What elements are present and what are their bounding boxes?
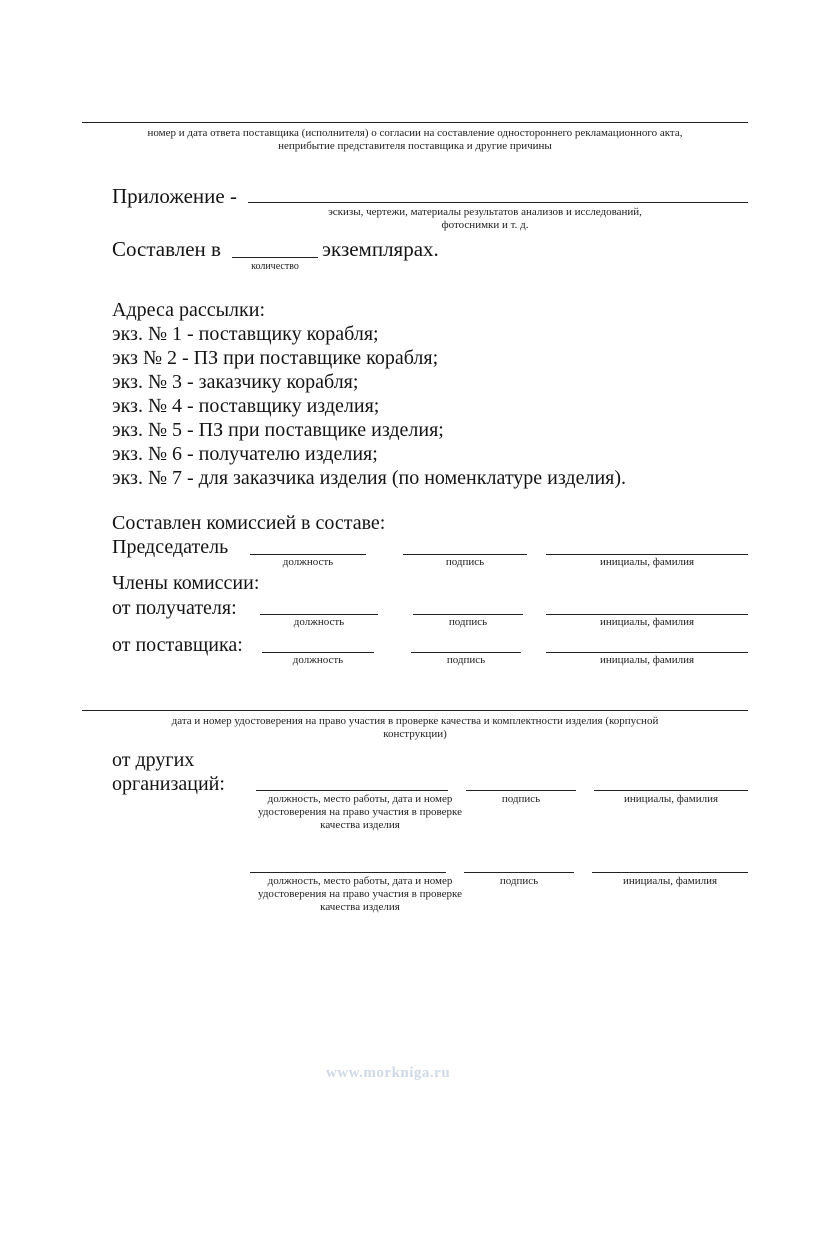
- chairman-name-line[interactable]: [546, 554, 748, 555]
- certificate-caption: дата и номер удостоверения на право участия в проверке качества и комплектности изделия (корпусной конструкции): [171, 715, 659, 740]
- recipient-position-caption: должность: [293, 616, 345, 628]
- supplier-label: от поставщика:: [112, 634, 243, 656]
- list-item: экз. № 4 - поставщику изделия;: [112, 395, 380, 417]
- chairman-position-line[interactable]: [250, 554, 366, 555]
- other-signature-line-1[interactable]: [466, 790, 576, 791]
- other-name-caption-2: инициалы, фамилия: [622, 875, 718, 887]
- distribution-title: Адреса рассылки:: [112, 299, 266, 321]
- other-signature-line-2[interactable]: [464, 872, 574, 873]
- list-item: экз. № 1 - поставщику корабля;: [112, 323, 379, 345]
- list-item: экз. № 7 - для заказчика изделия (по номенклатуре изделия).: [112, 467, 627, 489]
- other-position-caption-1: должность, место работы, дата и номер удостоверения на право участия в проверке качества изделия: [258, 793, 462, 831]
- other-signature-caption-2: подпись: [499, 875, 539, 887]
- members-label: Члены комиссии:: [112, 572, 260, 594]
- appendix-line[interactable]: [248, 202, 748, 203]
- other-name-line-2[interactable]: [592, 872, 748, 873]
- supplier-signature-caption: подпись: [446, 654, 486, 666]
- list-item: экз. № 5 - ПЗ при поставщике изделия;: [112, 419, 444, 441]
- copies-count-caption: количество: [251, 261, 299, 272]
- chairman-signature-caption: подпись: [445, 556, 485, 568]
- chairman-label: Председатель: [112, 536, 229, 558]
- recipient-name-line[interactable]: [546, 614, 748, 615]
- commission-title: Составлен комиссией в составе:: [112, 512, 386, 534]
- list-item: экз. № 3 - заказчику корабля;: [112, 371, 359, 393]
- appendix-label: Приложение -: [112, 184, 237, 208]
- certificate-line[interactable]: [82, 710, 748, 711]
- recipient-name-caption: инициалы, фамилия: [599, 616, 695, 628]
- watermark: www.morkniga.ru: [326, 1065, 451, 1081]
- copies-suffix: экземплярах.: [322, 237, 439, 261]
- appendix-caption: эскизы, чертежи, материалы результатов анализов и исследований, фотоснимки и т. д.: [328, 206, 642, 231]
- other-position-line-2[interactable]: [250, 872, 446, 873]
- list-item: экз. № 6 - получателю изделия;: [112, 443, 378, 465]
- supplier-position-caption: должность: [292, 654, 344, 666]
- supplier-name-caption: инициалы, фамилия: [599, 654, 695, 666]
- recipient-label: от получателя:: [112, 597, 237, 619]
- chairman-name-caption: инициалы, фамилия: [599, 556, 695, 568]
- chairman-position-caption: должность: [282, 556, 334, 568]
- other-name-caption-1: инициалы, фамилия: [623, 793, 719, 805]
- supplier-signature-line[interactable]: [411, 652, 521, 653]
- copies-prefix: Составлен в: [112, 237, 221, 261]
- other-position-line-1[interactable]: [256, 790, 448, 791]
- other-orgs-label-1: от других: [112, 749, 195, 771]
- supplier-name-line[interactable]: [546, 652, 748, 653]
- supplier-position-line[interactable]: [262, 652, 374, 653]
- recipient-position-line[interactable]: [260, 614, 378, 615]
- other-position-caption-2: должность, место работы, дата и номер удостоверения на право участия в проверке качества изделия: [258, 875, 462, 913]
- top-answer-line[interactable]: [82, 122, 748, 123]
- distribution-list: [112, 322, 626, 490]
- other-signature-caption-1: подпись: [501, 793, 541, 805]
- other-orgs-label-2: организаций:: [112, 773, 225, 795]
- recipient-signature-caption: подпись: [448, 616, 488, 628]
- list-item: экз № 2 - ПЗ при поставщике корабля;: [112, 347, 439, 369]
- copies-count-line[interactable]: [232, 257, 318, 258]
- top-answer-caption: номер и дата ответа поставщика (исполнителя) о согласии на составление одностороннего рекламационного акта, неприбытие представителя поставщика и другие причины: [147, 127, 683, 152]
- chairman-signature-line[interactable]: [403, 554, 527, 555]
- recipient-signature-line[interactable]: [413, 614, 523, 615]
- other-name-line-1[interactable]: [594, 790, 748, 791]
